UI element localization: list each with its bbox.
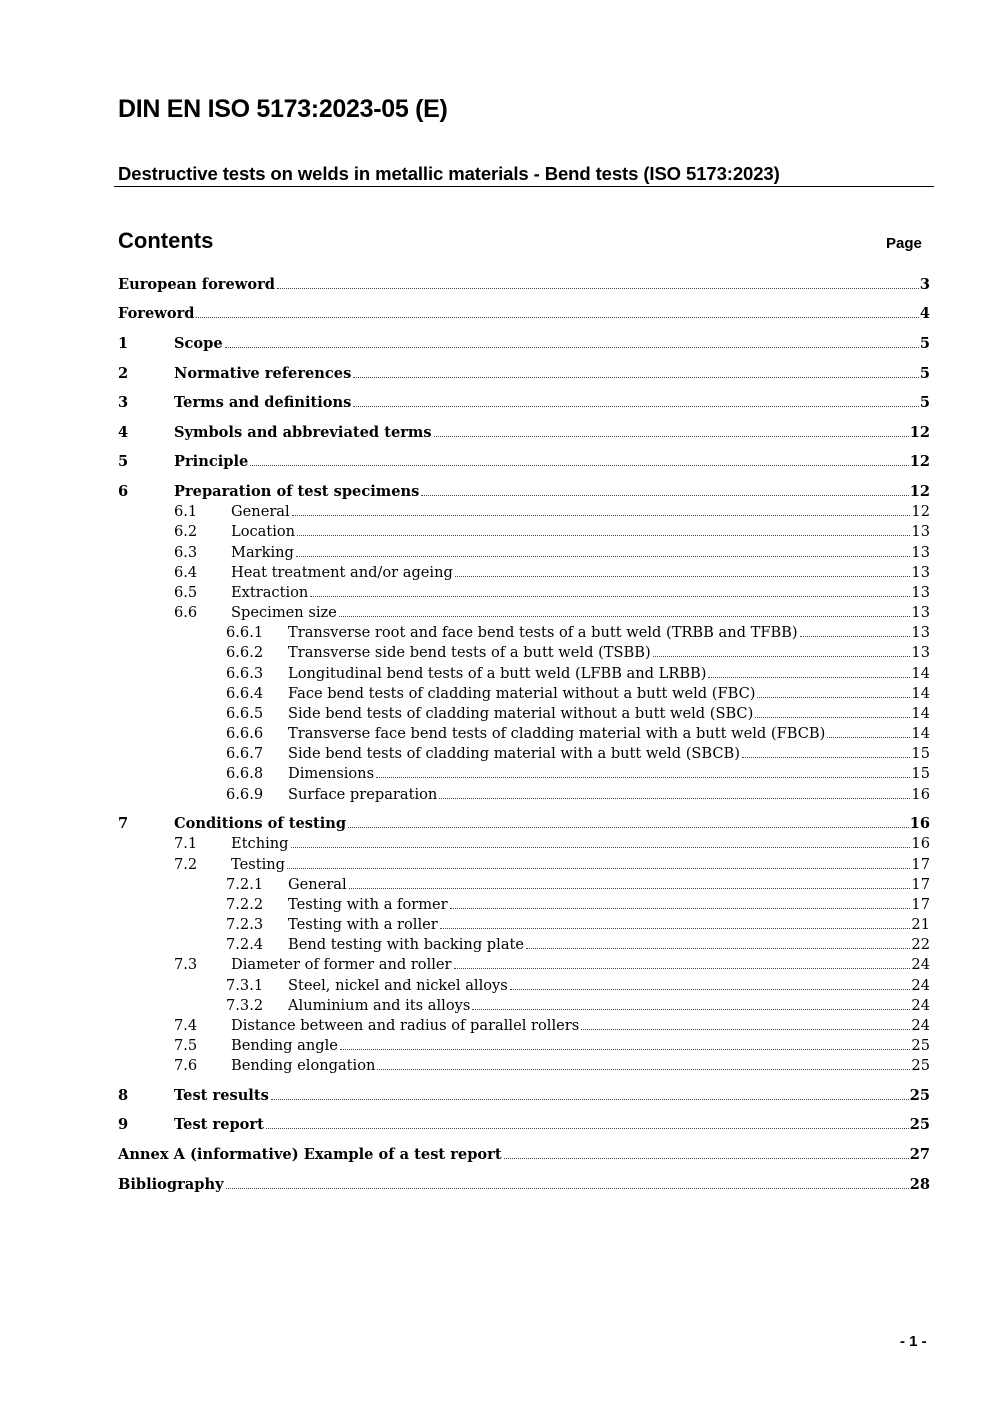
toc-entry-number: 6	[118, 483, 129, 500]
toc-entry-title: Longitudinal bend tests of a butt weld (LFBB and LRBB)	[288, 665, 707, 682]
toc-entry-page: 24	[911, 956, 930, 973]
toc-entry-number: 6.5	[174, 584, 198, 601]
toc-entry-page: 25	[909, 1116, 930, 1133]
toc-entry-number: 7.2.1	[226, 876, 264, 893]
toc-entry-page: 24	[911, 1017, 930, 1034]
toc-entry-page: 16	[909, 815, 930, 832]
toc-entry-page: 13	[911, 644, 930, 661]
toc-entry[interactable]	[174, 1037, 930, 1055]
toc-dot-leader	[291, 847, 911, 848]
toc-entry[interactable]	[118, 1116, 930, 1134]
toc-entry[interactable]	[118, 1146, 930, 1164]
toc-dot-leader	[653, 656, 911, 657]
toc-entry-number: 7.2.2	[226, 896, 264, 913]
toc-dot-leader	[755, 717, 910, 718]
toc-entry-title: Symbols and abbreviated terms	[174, 424, 432, 441]
toc-entry-page: 22	[911, 936, 930, 953]
toc-entry[interactable]	[174, 835, 930, 853]
toc-entry[interactable]	[174, 956, 930, 974]
toc-entry-page: 5	[919, 365, 930, 382]
toc-entry-page: 14	[911, 725, 930, 742]
toc-entry[interactable]	[174, 503, 930, 521]
toc-entry-page: 24	[911, 977, 930, 994]
toc-dot-leader	[439, 798, 910, 799]
toc-entry[interactable]	[118, 1087, 930, 1105]
toc-entry-title: Side bend tests of cladding material without a butt weld (SBC)	[288, 705, 754, 722]
toc-entry-number: 7.6	[174, 1057, 198, 1074]
toc-entry-title: Conditions of testing	[174, 815, 347, 832]
toc-entry[interactable]	[118, 815, 930, 833]
toc-entry-number: 7.1	[174, 835, 198, 852]
toc-dot-leader	[226, 1188, 909, 1189]
toc-entry-title: Preparation of test specimens	[174, 483, 420, 500]
toc-entry-page: 13	[911, 564, 930, 581]
toc-entry[interactable]	[226, 644, 930, 662]
toc-entry-title: Transverse face bend tests of cladding material with a butt weld (FBCB)	[288, 725, 826, 742]
toc-entry-page: 13	[911, 584, 930, 601]
toc-dot-leader	[348, 827, 909, 828]
toc-dot-leader	[827, 737, 910, 738]
toc-dot-leader	[287, 868, 910, 869]
page-column-heading: Page	[886, 235, 922, 252]
toc-dot-leader	[455, 576, 911, 577]
toc-entry-title: Steel, nickel and nickel alloys	[288, 977, 508, 994]
toc-entry-title: Terms and definitions	[174, 394, 352, 411]
toc-dot-leader	[434, 436, 909, 437]
toc-entry-page: 13	[911, 604, 930, 621]
toc-entry-page: 14	[911, 665, 930, 682]
toc-entry[interactable]	[118, 276, 930, 294]
toc-entry-title: Foreword	[118, 305, 195, 322]
toc-entry-title: Testing with a former	[288, 896, 448, 913]
toc-entry-page: 21	[911, 916, 930, 933]
toc-entry-number: 6.6.3	[226, 665, 264, 682]
toc-entry[interactable]	[226, 705, 930, 723]
toc-entry-title: Heat treatment and/or ageing	[231, 564, 453, 581]
toc-entry-title: Test results	[174, 1087, 269, 1104]
toc-entry-page: 24	[911, 997, 930, 1014]
toc-entry[interactable]	[226, 916, 930, 934]
toc-entry-number: 2	[118, 365, 129, 382]
toc-entry-title: Principle	[174, 453, 249, 470]
toc-dot-leader	[196, 317, 918, 318]
toc-entry-page: 15	[911, 765, 930, 782]
toc-entry-page: 12	[909, 424, 930, 441]
toc-entry-page: 16	[911, 835, 930, 852]
toc-entry-title: Diameter of former and roller	[231, 956, 452, 973]
toc-entry-title: Extraction	[231, 584, 309, 601]
toc-entry-title: Marking	[231, 544, 294, 561]
toc-entry-page: 28	[909, 1176, 930, 1193]
document-title: DIN EN ISO 5173:2023-05 (E)	[118, 95, 448, 123]
toc-entry-number: 6.6.1	[226, 624, 264, 641]
toc-entry-number: 3	[118, 394, 129, 411]
toc-entry-page: 12	[911, 503, 930, 520]
title-divider	[114, 186, 934, 187]
toc-entry-page: 17	[911, 876, 930, 893]
toc-entry-number: 7.2	[174, 856, 198, 873]
toc-entry-page: 25	[911, 1037, 930, 1054]
toc-entry-page: 5	[919, 394, 930, 411]
toc-entry-title: Bending elongation	[231, 1057, 376, 1074]
toc-entry-title: Dimensions	[288, 765, 375, 782]
toc-entry[interactable]	[174, 856, 930, 874]
toc-dot-leader	[526, 948, 910, 949]
toc-entry[interactable]	[118, 365, 930, 383]
toc-entry[interactable]	[226, 665, 930, 683]
toc-dot-leader	[297, 535, 910, 536]
toc-entry[interactable]	[118, 1176, 930, 1194]
toc-dot-leader	[708, 677, 910, 678]
toc-entry-page: 12	[909, 483, 930, 500]
toc-entry-number: 5	[118, 453, 129, 470]
toc-entry[interactable]	[226, 725, 930, 743]
toc-entry[interactable]	[174, 564, 930, 582]
toc-entry-page: 25	[911, 1057, 930, 1074]
toc-entry-title: Bibliography	[118, 1176, 224, 1193]
toc-entry-number: 4	[118, 424, 129, 441]
toc-entry[interactable]	[174, 1017, 930, 1035]
toc-dot-leader	[339, 616, 911, 617]
toc-dot-leader	[504, 1158, 909, 1159]
toc-entry[interactable]	[118, 394, 930, 412]
toc-dot-leader	[250, 465, 908, 466]
toc-entry-page: 3	[919, 276, 930, 293]
toc-dot-leader	[472, 1009, 910, 1010]
toc-entry-number: 9	[118, 1116, 129, 1133]
toc-entry-page: 17	[911, 896, 930, 913]
toc-entry-number: 6.1	[174, 503, 198, 520]
toc-dot-leader	[225, 347, 919, 348]
toc-entry-number: 7.3	[174, 956, 198, 973]
toc-entry-number: 7.2.4	[226, 936, 264, 953]
toc-entry-title: Distance between and radius of parallel rollers	[231, 1017, 580, 1034]
toc-entry[interactable]	[226, 765, 930, 783]
toc-entry-page: 15	[911, 745, 930, 762]
toc-entry-page: 13	[911, 523, 930, 540]
toc-entry-title: Annex A (informative) Example of a test report	[118, 1146, 502, 1163]
toc-entry-number: 7.5	[174, 1037, 198, 1054]
toc-entry-number: 6.6.6	[226, 725, 264, 742]
toc-dot-leader	[377, 1069, 910, 1070]
toc-dot-leader	[800, 636, 911, 637]
toc-dot-leader	[349, 888, 911, 889]
toc-entry-title: Transverse root and face bend tests of a butt weld (TRBB and TFBB)	[288, 624, 798, 641]
toc-entry-number: 6.6.8	[226, 765, 264, 782]
document-subtitle: Destructive tests on welds in metallic materials - Bend tests (ISO 5173:2023)	[118, 163, 780, 184]
toc-entry-page: 5	[919, 335, 930, 352]
toc-dot-leader	[421, 495, 908, 496]
toc-entry[interactable]	[226, 876, 930, 894]
toc-dot-leader	[266, 1128, 909, 1129]
toc-entry[interactable]	[226, 977, 930, 995]
toc-dot-leader	[581, 1029, 910, 1030]
toc-entry-page: 4	[919, 305, 930, 322]
toc-entry-title: Side bend tests of cladding material with a butt weld (SBCB)	[288, 745, 740, 762]
toc-dot-leader	[757, 697, 910, 698]
toc-entry-page: 13	[911, 624, 930, 641]
toc-dot-leader	[292, 515, 911, 516]
toc-dot-leader	[271, 1099, 909, 1100]
toc-entry-page: 25	[909, 1087, 930, 1104]
contents-heading: Contents	[118, 228, 214, 253]
toc-entry-number: 7	[118, 815, 129, 832]
toc-entry-title: Normative references	[174, 365, 352, 382]
toc-entry-page: 27	[909, 1146, 930, 1163]
toc-dot-leader	[376, 777, 910, 778]
toc-entry-page: 17	[911, 856, 930, 873]
toc-dot-leader	[340, 1049, 911, 1050]
toc-entry-title: Testing with a roller	[288, 916, 438, 933]
toc-entry-number: 6.4	[174, 564, 198, 581]
toc-entry-title: Testing	[231, 856, 285, 873]
toc-entry-title: Face bend tests of cladding material without a butt weld (FBC)	[288, 685, 756, 702]
toc-entry[interactable]	[174, 523, 930, 541]
toc-entry-title: Specimen size	[231, 604, 337, 621]
toc-entry[interactable]	[226, 745, 930, 763]
toc-entry-page: 16	[911, 786, 930, 803]
toc-entry-title: Scope	[174, 335, 223, 352]
toc-entry-title: General	[231, 503, 290, 520]
toc-entry-title: Etching	[231, 835, 289, 852]
toc-entry-number: 6.6.7	[226, 745, 264, 762]
toc-entry[interactable]	[118, 335, 930, 353]
toc-entry-number: 7.3.1	[226, 977, 264, 994]
toc-entry-title: Transverse side bend tests of a butt weld (TSBB)	[288, 644, 651, 661]
toc-entry[interactable]	[118, 305, 930, 323]
toc-entry-number: 6.3	[174, 544, 198, 561]
toc-dot-leader	[353, 377, 919, 378]
toc-dot-leader	[296, 556, 911, 557]
toc-entry-title: Aluminium and its alloys	[288, 997, 471, 1014]
toc-dot-leader	[353, 406, 918, 407]
toc-entry-number: 6.2	[174, 523, 198, 540]
toc-entry-title: Location	[231, 523, 296, 540]
toc-entry-title: Surface preparation	[288, 786, 438, 803]
toc-entry[interactable]	[226, 786, 930, 804]
page-number: - 1 -	[900, 1333, 927, 1350]
toc-dot-leader	[277, 288, 919, 289]
toc-entry-number: 8	[118, 1087, 129, 1104]
toc-entry-number: 7.2.3	[226, 916, 264, 933]
toc-entry[interactable]	[174, 584, 930, 602]
toc-entry-page: 13	[911, 544, 930, 561]
toc-entry-number: 6.6.9	[226, 786, 264, 803]
toc-dot-leader	[742, 757, 910, 758]
toc-entry-number: 6.6.2	[226, 644, 264, 661]
toc-dot-leader	[454, 968, 911, 969]
toc-entry[interactable]	[226, 624, 930, 642]
toc-entry[interactable]	[226, 685, 930, 703]
toc-entry-page: 14	[911, 685, 930, 702]
toc-entry[interactable]	[118, 453, 930, 471]
toc-entry-page: 12	[909, 453, 930, 470]
toc-entry[interactable]	[174, 604, 930, 622]
toc-dot-leader	[450, 908, 911, 909]
toc-dot-leader	[310, 596, 910, 597]
toc-entry-title: Test report	[174, 1116, 264, 1133]
toc-entry[interactable]	[118, 424, 930, 442]
toc-dot-leader	[510, 989, 911, 990]
toc-entry-title: Bending angle	[231, 1037, 338, 1054]
toc-entry[interactable]	[174, 1057, 930, 1075]
toc-entry[interactable]	[226, 936, 930, 954]
toc-entry[interactable]	[226, 896, 930, 914]
toc-entry-title: European foreword	[118, 276, 275, 293]
toc-entry[interactable]	[174, 544, 930, 562]
toc-entry-title: Bend testing with backing plate	[288, 936, 525, 953]
toc-entry-number: 1	[118, 335, 129, 352]
toc-dot-leader	[440, 928, 911, 929]
toc-entry-page: 14	[911, 705, 930, 722]
toc-entry-number: 6.6.4	[226, 685, 264, 702]
toc-entry-number: 6.6.5	[226, 705, 264, 722]
toc-entry-number: 6.6	[174, 604, 198, 621]
toc-entry-title: General	[288, 876, 347, 893]
toc-entry[interactable]	[226, 997, 930, 1015]
toc-entry-number: 7.3.2	[226, 997, 264, 1014]
toc-entry-number: 7.4	[174, 1017, 198, 1034]
toc-entry[interactable]	[118, 483, 930, 501]
